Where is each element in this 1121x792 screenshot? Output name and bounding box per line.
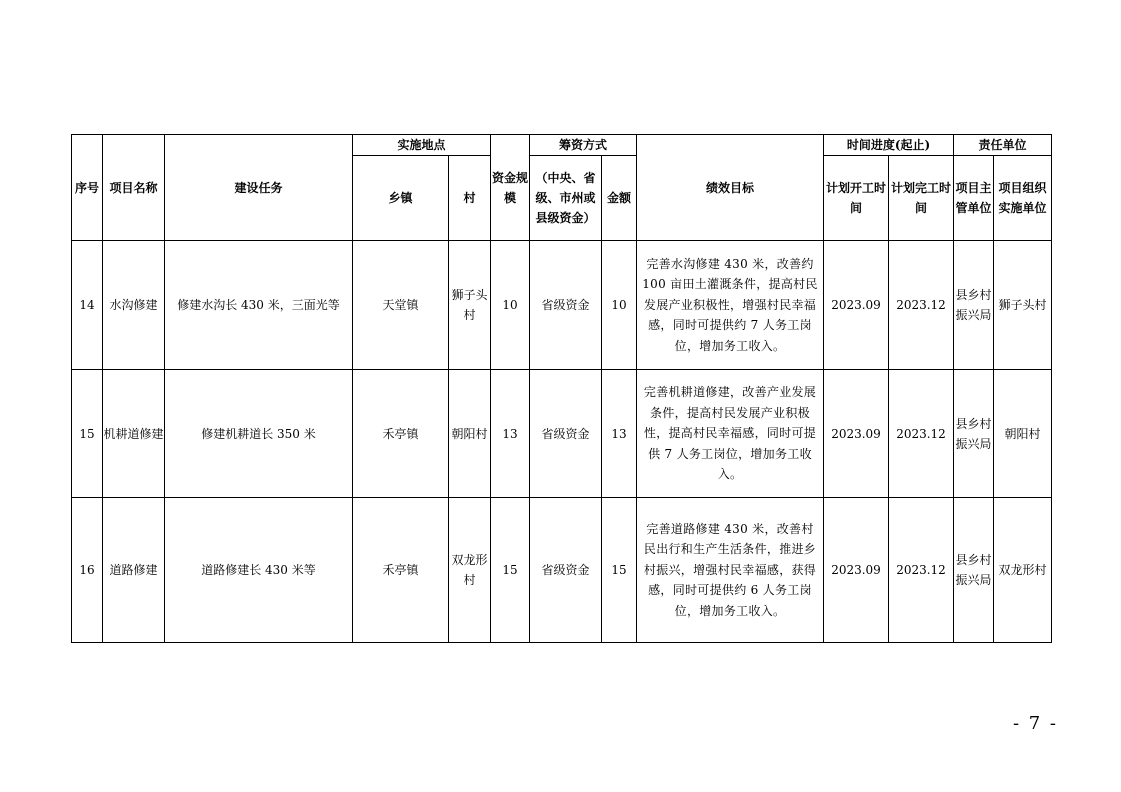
header-amount: 金额 bbox=[602, 156, 637, 241]
cell-scale: 15 bbox=[491, 498, 530, 643]
header-end: 计划完工时间 bbox=[889, 156, 954, 241]
cell-target: 完善水沟修建 430 米，改善约 100 亩田土灌溉条件，提高村民发展产业积极性，增强村民幸福感，同时可提供约 7 人务工岗位，增加务工收入。 bbox=[637, 241, 824, 370]
cell-seq: 14 bbox=[72, 241, 103, 370]
cell-start: 2023.09 bbox=[824, 241, 889, 370]
cell-amount: 10 bbox=[602, 241, 637, 370]
cell-task: 修建水沟长 430 米，三面光等 bbox=[165, 241, 353, 370]
cell-town: 禾亭镇 bbox=[353, 370, 449, 498]
cell-target: 完善机耕道修建，改善产业发展条件，提高村民发展产业积极性，提高村民幸福感，同时可提供 7 人务工岗位，增加务工收入。 bbox=[637, 370, 824, 498]
cell-end: 2023.12 bbox=[889, 498, 954, 643]
header-responsibility-group: 责任单位 bbox=[954, 135, 1052, 156]
project-plan-table bbox=[71, 134, 1052, 643]
cell-end: 2023.12 bbox=[889, 370, 954, 498]
header-task: 建设任务 bbox=[165, 135, 353, 241]
cell-target: 完善道路修建 430 米，改善村民出行和生产生活条件，推进乡村振兴，增强村民幸福感，获得感，同时可提供约 6 人务工岗位，增加务工收入。 bbox=[637, 498, 824, 643]
cell-village: 双龙形村 bbox=[449, 498, 491, 643]
cell-village: 朝阳村 bbox=[449, 370, 491, 498]
header-funding-source: （中央、省级、市州或县级资金） bbox=[530, 156, 602, 241]
header-dept: 项目主管单位 bbox=[954, 156, 994, 241]
cell-name: 水沟修建 bbox=[103, 241, 165, 370]
cell-impl: 朝阳村 bbox=[994, 370, 1052, 498]
cell-dept: 县乡村振兴局 bbox=[954, 498, 994, 643]
header-town: 乡镇 bbox=[353, 156, 449, 241]
cell-amount: 13 bbox=[602, 370, 637, 498]
cell-end: 2023.12 bbox=[889, 241, 954, 370]
header-impl: 项目组织实施单位 bbox=[994, 156, 1052, 241]
cell-source: 省级资金 bbox=[530, 241, 602, 370]
cell-seq: 15 bbox=[72, 370, 103, 498]
cell-seq: 16 bbox=[72, 498, 103, 643]
header-target: 绩效目标 bbox=[637, 135, 824, 241]
header-seq: 序号 bbox=[72, 135, 103, 241]
cell-village: 狮子头村 bbox=[449, 241, 491, 370]
table-row bbox=[72, 241, 1052, 370]
cell-dept: 县乡村振兴局 bbox=[954, 241, 994, 370]
cell-scale: 10 bbox=[491, 241, 530, 370]
cell-amount: 15 bbox=[602, 498, 637, 643]
cell-start: 2023.09 bbox=[824, 498, 889, 643]
table-row bbox=[72, 498, 1052, 643]
cell-start: 2023.09 bbox=[824, 370, 889, 498]
cell-task: 修建机耕道长 350 米 bbox=[165, 370, 353, 498]
cell-town: 天堂镇 bbox=[353, 241, 449, 370]
table-row bbox=[72, 370, 1052, 498]
cell-name: 机耕道修建 bbox=[103, 370, 165, 498]
header-location-group: 实施地点 bbox=[353, 135, 491, 156]
header-village: 村 bbox=[449, 156, 491, 241]
header-schedule-group: 时间进度(起止) bbox=[824, 135, 954, 156]
header-name: 项目名称 bbox=[103, 135, 165, 241]
cell-name: 道路修建 bbox=[103, 498, 165, 643]
cell-source: 省级资金 bbox=[530, 370, 602, 498]
cell-dept: 县乡村振兴局 bbox=[954, 370, 994, 498]
cell-source: 省级资金 bbox=[530, 498, 602, 643]
cell-town: 禾亭镇 bbox=[353, 498, 449, 643]
page-number: - 7 - bbox=[1012, 713, 1058, 734]
header-scale: 资金规模 bbox=[491, 135, 530, 241]
header-funding-group: 筹资方式 bbox=[530, 135, 637, 156]
cell-impl: 狮子头村 bbox=[994, 241, 1052, 370]
header-start: 计划开工时间 bbox=[824, 156, 889, 241]
cell-task: 道路修建长 430 米等 bbox=[165, 498, 353, 643]
cell-scale: 13 bbox=[491, 370, 530, 498]
cell-impl: 双龙形村 bbox=[994, 498, 1052, 643]
